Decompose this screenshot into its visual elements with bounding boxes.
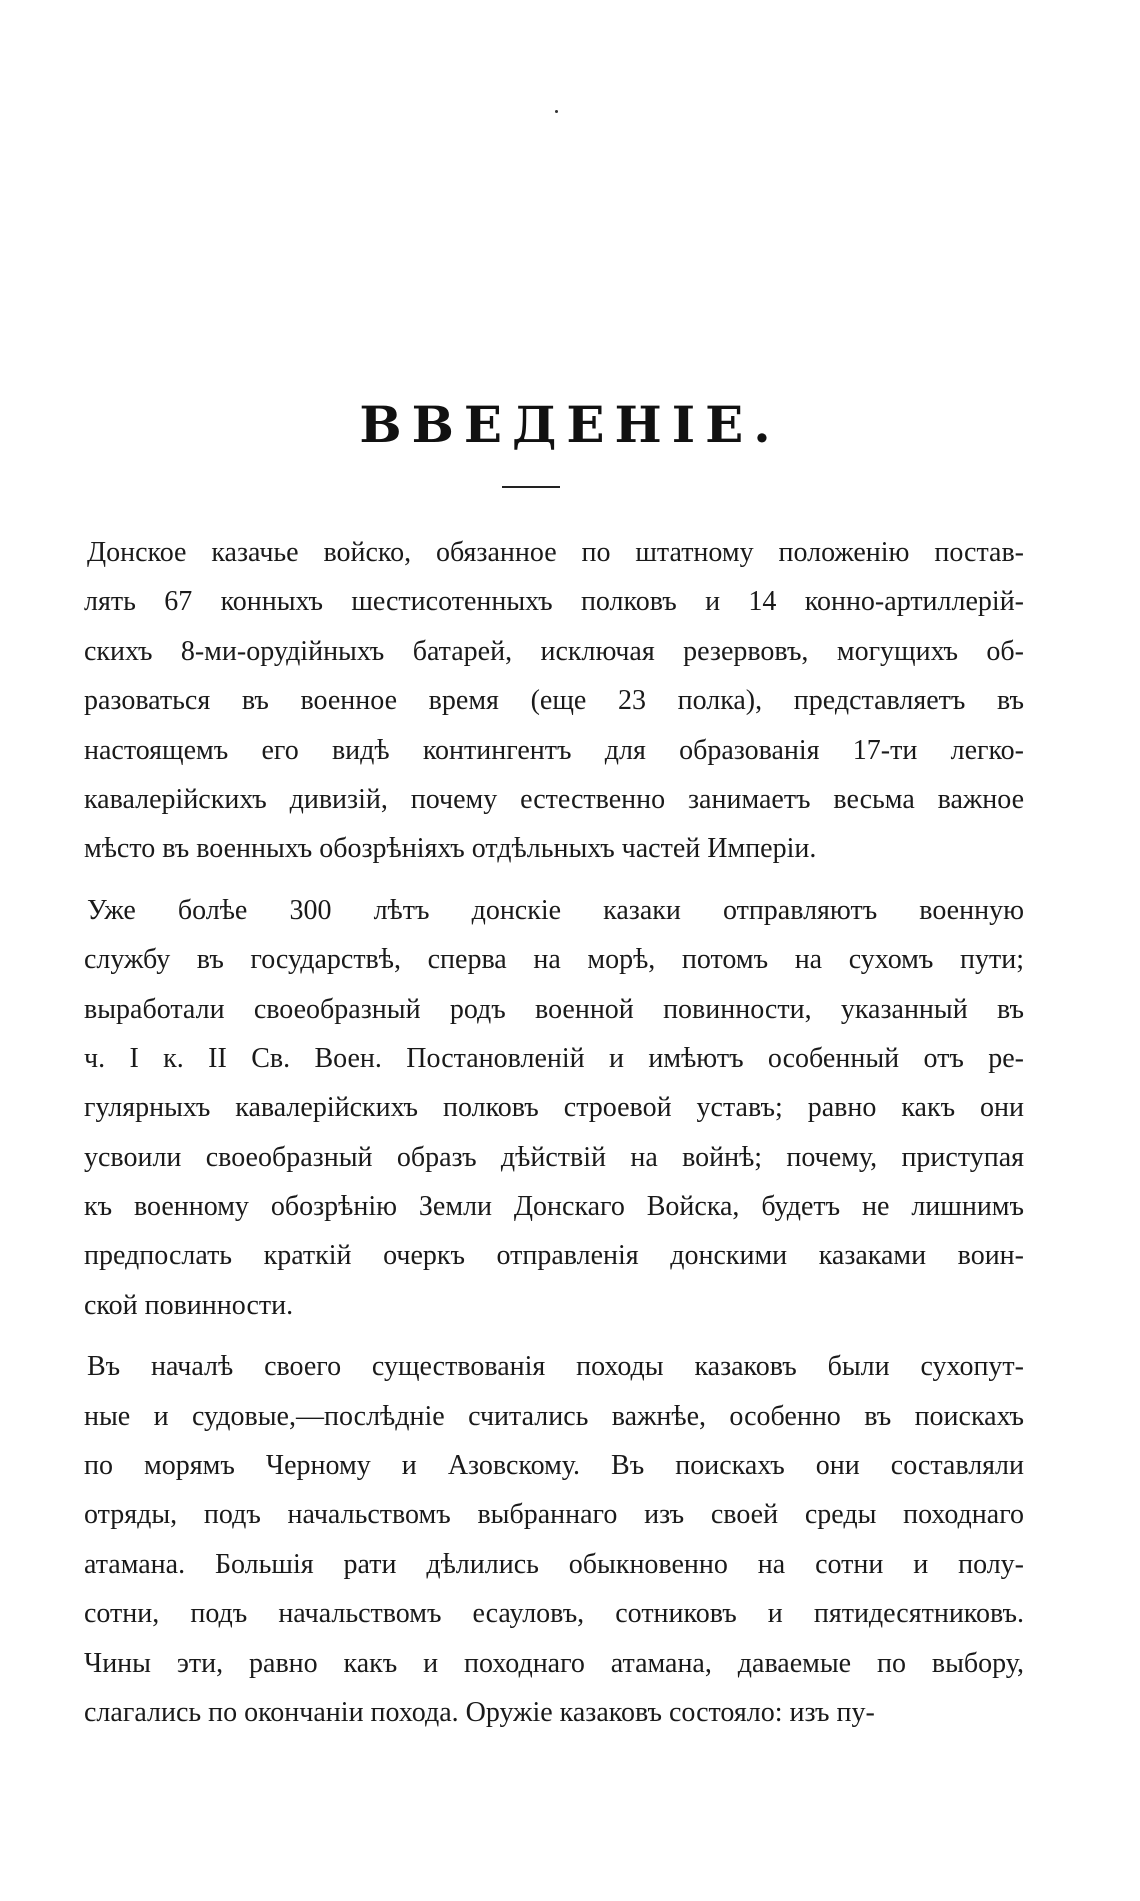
text-line: усвоили своеобразный образъ дѣйствій на войнѣ; почему, приступая [84,1141,1024,1173]
body-text [84,528,1024,1749]
paragraph [84,528,1024,874]
heading-rule [502,486,560,488]
paragraph [84,1342,1024,1737]
text-line: предпослать краткій очеркъ отправленія донскими казаками воин- [84,1240,1024,1272]
text-line: Чины эти, равно какъ и походнаго атамана, даваемые по выбору, [84,1647,1024,1679]
text-line: лять 67 конныхъ шестисотенныхъ полковъ и 14 конно-артиллерій- [84,586,1024,618]
text-line: по морямъ Черному и Азовскому. Въ поискахъ они составляли [84,1450,1024,1482]
text-line: Донское казачье войско, обязанное по штатному положенію постав- [87,537,1024,568]
text-line: сотни, подъ начальствомъ есауловъ, сотниковъ и пятидесятниковъ. [84,1598,1024,1630]
text-line: ные и судовые,—послѣдніе считались важнѣе, особенно въ поискахъ [84,1400,1024,1432]
text-line: скихъ 8-ми-орудійныхъ батарей, исключая резервовъ, могущихъ об- [84,635,1024,667]
text-line: слагались по окончаніи похода. Оружіе казаковъ состояло: изъ пу- [84,1696,875,1728]
text-line: ч. I к. II Св. Воен. Постановленій и имѣютъ особенный отъ ре- [84,1042,1024,1074]
text-line: выработали своеобразный родъ военной повинности, указанный въ [84,993,1024,1025]
text-line: разоваться въ военное время (еще 23 полка), представляетъ въ [84,685,1024,717]
print-speck [555,110,558,113]
text-line: Въ началѣ своего существованія походы казаковъ были сухопут- [87,1351,1024,1383]
paragraph [84,886,1024,1331]
text-line: службу въ государствѣ, сперва на морѣ, потомъ на сухомъ пути; [84,944,1024,976]
text-line: ской повинности. [84,1289,294,1321]
text-line: мѣсто въ военныхъ обозрѣніяхъ отдѣльныхъ частей Имперіи. [84,833,817,865]
text-line: гулярныхъ кавалерійскихъ полковъ строевой уставъ; равно какъ они [84,1092,1024,1124]
text-line: къ военному обозрѣнію Земли Донскаго Войска, будетъ не лишнимъ [84,1191,1024,1223]
text-line: кавалерійскихъ дивизій, почему естественно занимаетъ весьма важное [84,783,1024,815]
text-line: атамана. Большія рати дѣлились обыкновенно на сотни и полу- [84,1548,1024,1580]
text-line: отряды, подъ начальствомъ выбраннаго изъ своей среды походнаго [84,1499,1024,1531]
text-line: настоящемъ его видѣ контингентъ для образованія 17-ти легко- [84,734,1024,766]
chapter-heading: ВВЕДЕНІЕ. [359,395,781,454]
text-line: Уже болѣе 300 лѣтъ донскіе казаки отправляютъ военную [87,894,1024,926]
